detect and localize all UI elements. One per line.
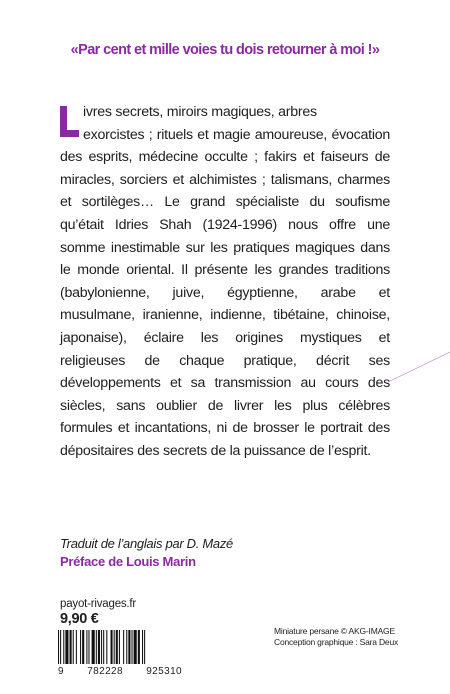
photo-credit-line: Miniature persane © AKG-IMAGE bbox=[274, 626, 395, 636]
publisher-website: payot-rivages.fr bbox=[60, 598, 137, 610]
isbn-digit-prefix: 9 bbox=[58, 666, 64, 677]
barcode-bar bbox=[65, 630, 68, 664]
blurb-line-2: exorcistes ; rituels et magie amoureuse, bbox=[83, 126, 328, 143]
barcode-bar bbox=[82, 630, 84, 664]
translator-credit: Traduit de l’anglais par D. Mazé bbox=[60, 536, 233, 551]
design-credit-line: Conception graphique : Sara Deux bbox=[274, 637, 399, 647]
barcode-bar bbox=[63, 630, 64, 664]
barcode-bar bbox=[123, 630, 124, 664]
barcode-bar bbox=[134, 630, 137, 664]
barcode-bar bbox=[138, 630, 140, 664]
barcode-bar bbox=[86, 630, 87, 664]
blurb-line-1: ivres secrets, miroirs magiques, arbres bbox=[83, 104, 317, 120]
barcode-bar bbox=[114, 630, 115, 664]
barcode-bar bbox=[142, 630, 143, 664]
barcode-bar bbox=[73, 630, 74, 664]
barcode-bar bbox=[98, 630, 100, 664]
barcode-bar bbox=[111, 630, 113, 664]
barcode-bar bbox=[58, 630, 59, 664]
isbn-digits bbox=[58, 666, 182, 677]
barcode-bar bbox=[80, 630, 81, 664]
blurb-paragraph: évocation des esprits, médecine occulte ; fakirs et faiseurs de miracles, sorciers et alchimistes ; talismans, charmes et sortilèges… Le grand spécialiste du soufisme qu’était Idries Shah (1924-1996) nous offre une somme inestimable sur les pratiques magiques dans le monde oriental. Il présente les grandes traditions (babylonienne, juive, égyptienne, arabe et musulmane, iranienne, indienne, tibétaine, chinoise, japonaise), éclaire les origines mystiques et religieuses de chaque pratique, décrit ses développements et sa transmission au cours des siècles, sans oublier de livrer les plus célèbres formules et incantations, ni de brosser le portrait des dépositaires des secrets de la puissance de l’esprit. bbox=[60, 126, 390, 459]
barcode-bar bbox=[88, 630, 89, 664]
isbn-barcode bbox=[58, 630, 184, 666]
barcode-bar bbox=[116, 630, 118, 664]
isbn-digit-group-1: 782228 bbox=[87, 666, 123, 677]
blurb-text bbox=[60, 101, 390, 463]
barcode-bar bbox=[60, 630, 61, 664]
image-credits bbox=[274, 626, 398, 648]
barcode-bar bbox=[126, 630, 127, 664]
barcode-bar bbox=[92, 630, 95, 664]
barcode-bar bbox=[132, 630, 133, 664]
barcode-bar bbox=[144, 630, 145, 664]
barcode-bar bbox=[103, 630, 104, 664]
isbn-digit-group-2: 925310 bbox=[146, 666, 182, 677]
epigraph-quote: «Par cent et mille voies tu dois retourner à moi !» bbox=[70, 42, 380, 58]
barcode-bar bbox=[101, 630, 102, 664]
barcode-bar bbox=[76, 630, 77, 664]
drop-cap-letter-l bbox=[60, 106, 79, 137]
barcode-bar bbox=[119, 630, 120, 664]
credits bbox=[60, 535, 233, 571]
preface-credit: Préface de Louis Marin bbox=[60, 554, 196, 569]
barcode-bar bbox=[106, 630, 107, 664]
barcode-bar bbox=[70, 630, 72, 664]
price: 9,90 € bbox=[60, 611, 99, 627]
barcode-bar bbox=[128, 630, 130, 664]
barcode-bar bbox=[96, 630, 97, 664]
